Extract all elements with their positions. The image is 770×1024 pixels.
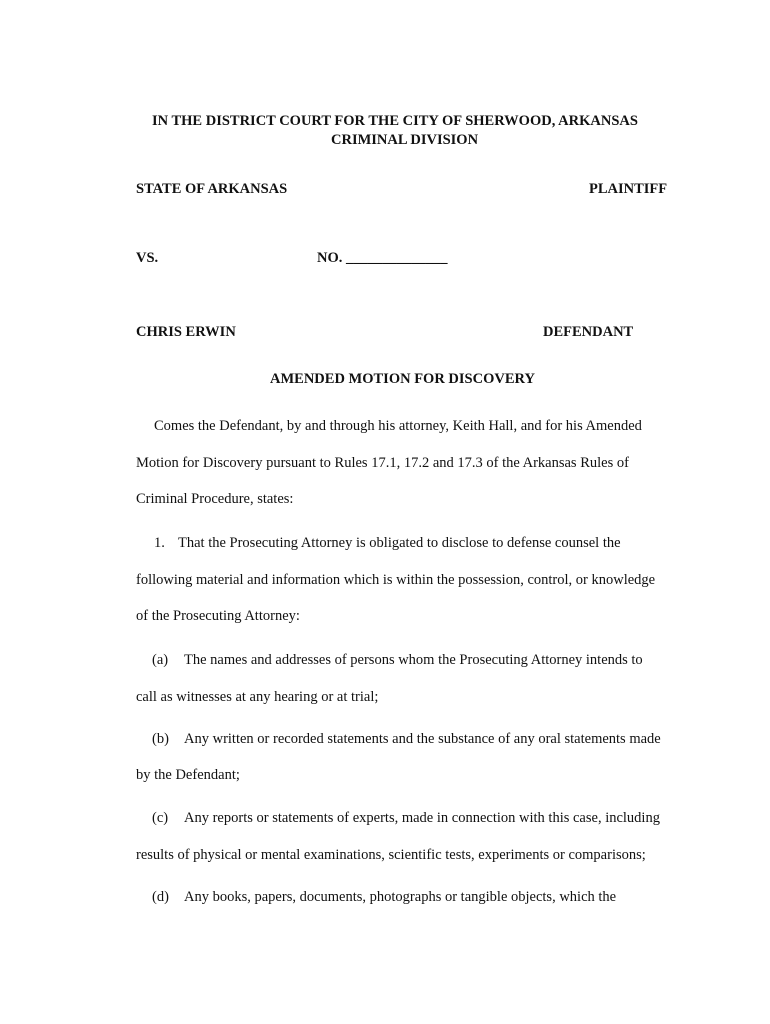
defendant-label: DEFENDANT (543, 324, 634, 340)
item-b-line-2: by the Defendant; (136, 767, 240, 783)
case-number-field: NO. ______________ (317, 250, 448, 266)
item-b-label: (b) (152, 731, 169, 747)
item-d-label: (d) (152, 889, 169, 905)
plaintiff-label: PLAINTIFF (589, 181, 668, 197)
document-title: AMENDED MOTION FOR DISCOVERY (270, 371, 535, 387)
intro-line-2: Motion for Discovery pursuant to Rules 17.1, 17.2 and 17.3 of the Arkansas Rules of (136, 455, 629, 471)
item-c-line-1: Any reports or statements of experts, made in connection with this case, including (184, 810, 660, 826)
paragraph-1-line-3: of the Prosecuting Attorney: (136, 608, 300, 624)
item-a-line-1: The names and addresses of persons whom the Prosecuting Attorney intends to (184, 652, 643, 668)
item-d-line-1: Any books, papers, documents, photographs or tangible objects, which the (184, 889, 617, 905)
plaintiff-name: STATE OF ARKANSAS (136, 181, 288, 197)
paragraph-1-line-1: That the Prosecuting Attorney is obligated to disclose to defense counsel the (178, 535, 621, 551)
item-b-line-1: Any written or recorded statements and the substance of any oral statements made (184, 731, 661, 747)
item-a-line-2: call as witnesses at any hearing or at trial; (136, 689, 379, 705)
item-a-label: (a) (152, 652, 169, 668)
defendant-name: CHRIS ERWIN (136, 324, 236, 340)
item-c-label: (c) (152, 810, 169, 826)
court-heading-line2: CRIMINAL DIVISION (331, 132, 479, 148)
paragraph-1-line-2: following material and information which is within the possession, control, or knowledge (136, 572, 656, 588)
intro-line-1: Comes the Defendant, by and through his attorney, Keith Hall, and for his Amended (154, 418, 642, 434)
item-c-line-2: results of physical or mental examinations, scientific tests, experiments or comparisons; (136, 847, 646, 863)
court-heading-line1: IN THE DISTRICT COURT FOR THE CITY OF SHERWOOD, ARKANSAS (152, 113, 638, 129)
paragraph-1-number: 1. (154, 535, 165, 551)
versus-label: VS. (136, 250, 159, 266)
intro-line-3: Criminal Procedure, states: (136, 491, 294, 507)
